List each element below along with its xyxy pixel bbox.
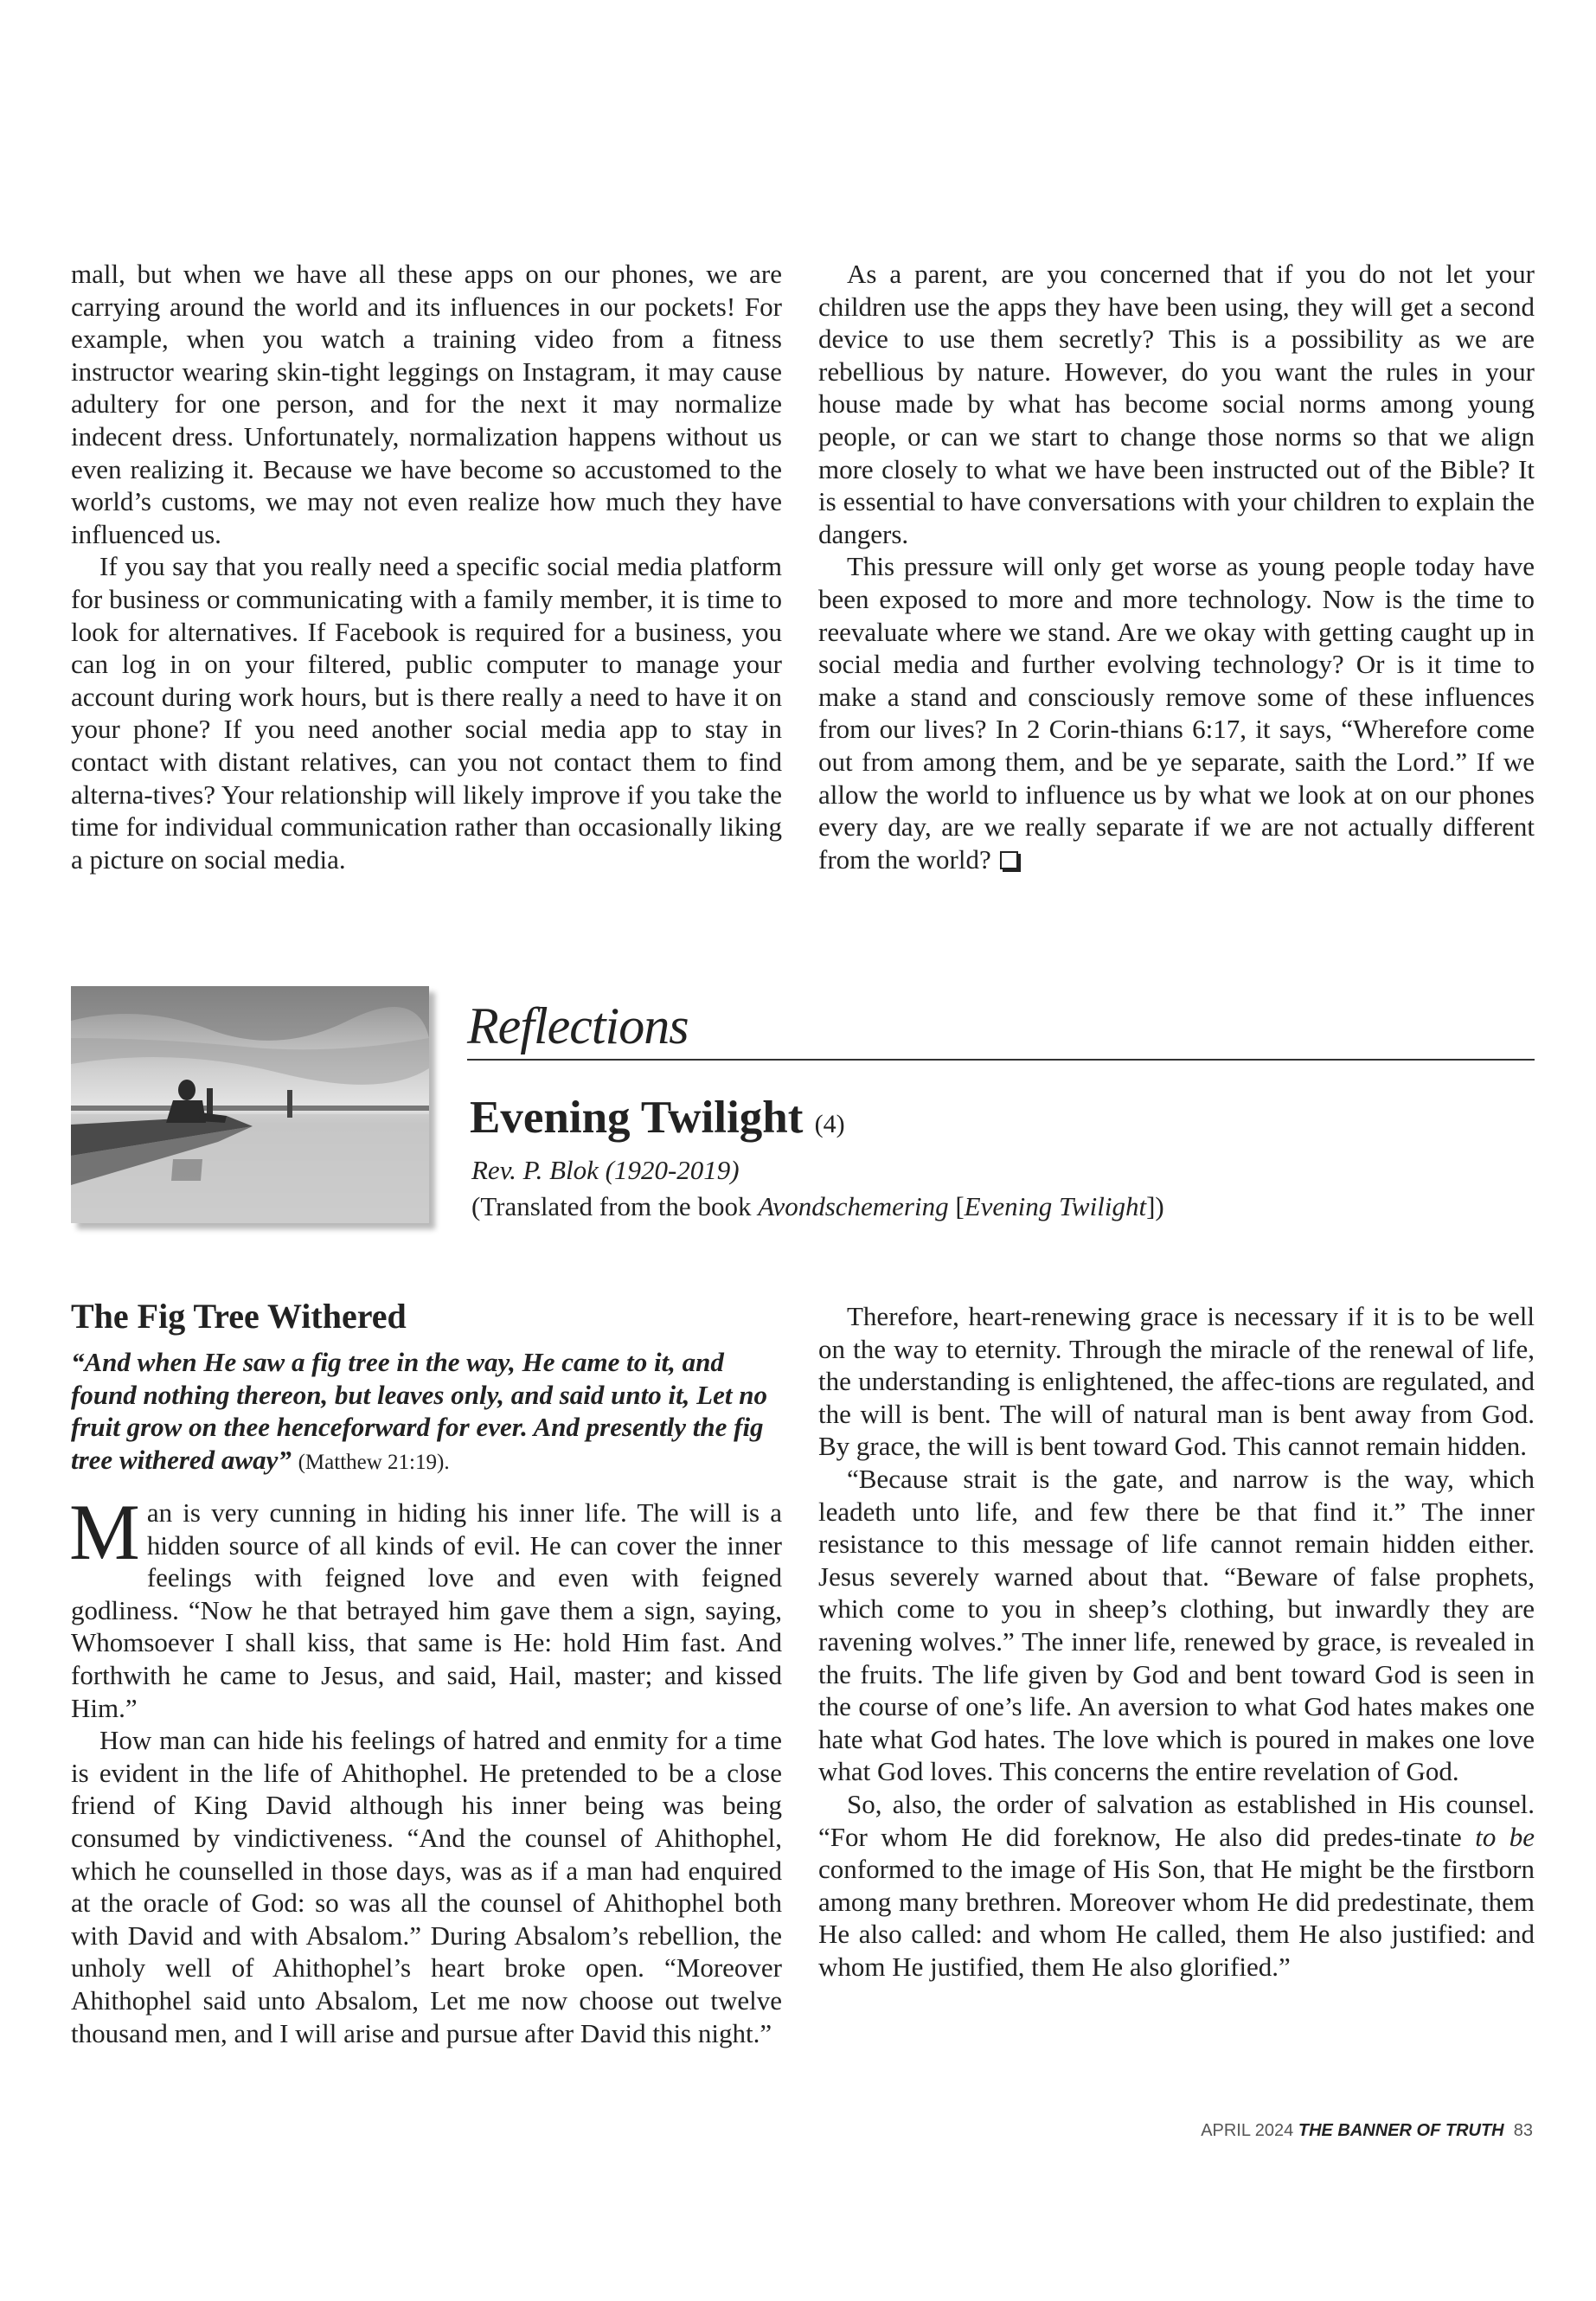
issue-date: APRIL 2024: [1201, 2121, 1294, 2140]
paragraph: How man can hide his feelings of hatred and enmity for a time is evident in the life of Ahithophel. He pretended to be a close friend of King David although his inner being was being consumed by vindictiveness. “And the counsel of Ahithophel, which he counselled in those days, was as if a man had enquired at the oracle of God: so was all the counsel of Ahithophel both with David and with Absalom.” During Absalom’s rebellion, the unholy well of Ahithophel’s heart broke open. “Moreover Ahithophel said unto Absalom, Let me now choose out twelve thousand men, and I will arise and pursue after David this night.”: [71, 1725, 782, 2048]
author-byline: Rev. P. Blok (1920-2019): [471, 1155, 740, 1185]
top-left-column: [71, 258, 782, 875]
paragraph-text: an is very cunning in hiding his inner life. The will is a hidden source of all kinds of evil. He can cover the inner feelings with feigned love and even with feigned godliness. “Now he that betrayed him gave them a sign, saying, Whomsoever I shall kiss, that same is He: hold Him fast. And forthwith he came to Jesus, and said, Hail, master; and kissed Him.”: [71, 1497, 782, 1723]
paragraph: [818, 1788, 1535, 1984]
paragraph: If you say that you really need a specific social media platform for business or communicating with a family member, it is time to look for alternatives. If Facebook is required for a business, you can log in on your filtered, public computer to manage your account during work hours, but is there really a need to have it on your phone? If you need another social media app to stay in contact with distant relatives, can you not contact them to find alterna-tives? Your relationship will likely improve if you take the time for individual communication rather than occasionally liking a picture on social media.: [71, 551, 782, 875]
page-footer: [1187, 2121, 1533, 2141]
epigraph-quote: “And when He saw a fig tree in the way, He came to it, and found nothing thereon, but leaves only, and said unto it, Let no fruit grow on thee henceforward for ever. And presently the fig tree withered away”: [71, 1347, 767, 1475]
translation-note: [471, 1191, 1164, 1222]
book-title: Avondschemering: [758, 1191, 949, 1221]
paragraph-text: This pressure will only get worse as young people today have been exposed to more and more technology. Now is the time to reevaluate where we stand. Are we okay with getting caught up in social media and further evolving technology? Or is it time to make a stand and consciously remove some of these influences from our lives? In 2 Corin-thians 6:17, it says, “Wherefore come out from among them, and be ye separate, saith the Lord.” If we allow the world to influence us by what we look at on our phones every day, are we really separate if we are not actually different from the world?: [818, 551, 1535, 875]
bracket-close: ]): [1146, 1191, 1164, 1221]
book-title-english: Evening Twilight: [964, 1191, 1147, 1221]
paragraph-text: conformed to the image of His Son, that He might be the firstborn among many brethren. Moreover whom He did predestinate, them He also called: and whom He called, them He also justified: and whom He justified, them He also glorified.”: [818, 1854, 1535, 1982]
paragraph: [69, 1488, 782, 1724]
article-title: [470, 1092, 845, 1144]
paragraph: As a parent, are you concerned that if you do not let your children use the apps they have been using, they will get a second device to use them secretly? This is a possibility as we are rebellious by nature. However, do you want the rules in your house made by what has become social norms among young people, or can we start to change those norms so that we align more closely to what we have been instructed out of the Bible? It is essential to have conversations with your children to explain the dangers.: [818, 259, 1535, 549]
drop-cap: M: [69, 1488, 140, 1576]
title-divider: [467, 1059, 1535, 1061]
paragraph: “Because strait is the gate, and narrow is the way, which leadeth unto life, and few there be that find it.” The inner resistance to this message of life cannot remain hidden either. Jesus severely warned about that. “Beware of false prophets, which come to you in sheep’s clothing, but inwardly they are ravening wolves.” The inner life, renewed by grace, is revealed in the fruits. The life given by God and bent toward God is seen in the course of one’s life. An aversion to what God hates makes one hate what God hates. The love which is poured in makes one love what God loves. This concerns the entire revelation of God.: [818, 1463, 1535, 1787]
translation-prefix: (Translated from the book: [471, 1191, 759, 1221]
bracket-open: [: [948, 1191, 965, 1221]
magazine-name: THE BANNER OF TRUTH: [1298, 2121, 1504, 2140]
paragraph: Therefore, heart-renewing grace is necessary if it is to be well on the way to eternity. Through the miracle of the renewal of life, the understanding is enlightened, the affec-tions are regulated, and the will is bent. The will of natural man is bent away from God. By grace, the will is bent toward God. This cannot remain hidden.: [818, 1301, 1535, 1462]
paragraph: mall, but when we have all these apps on our phones, we are carrying around the world and its influences in our pockets! For example, when you watch a training video from a fitness instructor wearing skin-tight leggings on Instagram, it may cause adultery for one person, and for the next it may normalize indecent dress. Unfortunately, normalization happens without us even realizing it. Because we have become so accustomed to the world’s customs, we may not even realize how much they have influenced us.: [71, 259, 782, 549]
italic-phrase: to be: [1475, 1821, 1535, 1852]
reflections-photo: [71, 986, 429, 1223]
end-mark-icon: [1000, 851, 1018, 869]
page-number: 83: [1513, 2121, 1533, 2140]
top-right-column: [818, 258, 1535, 875]
paragraph: [818, 550, 1535, 875]
column-title: Reflections: [467, 997, 689, 1054]
man-on-dock-photo: [71, 986, 429, 1223]
paragraph-text: So, also, the order of salvation as established in His counsel. “For whom He did foreknow, He also did predes-tinate: [818, 1788, 1535, 1852]
epigraph-reference: (Matthew 21:19).: [298, 1450, 450, 1474]
article-title-text: Evening Twilight: [470, 1093, 804, 1143]
bottom-right-column: [818, 1300, 1535, 1983]
bottom-left-column: [69, 1488, 782, 2049]
scripture-epigraph: [71, 1346, 782, 1478]
article-part-number: (4): [814, 1110, 845, 1138]
section-heading: The Fig Tree Withered: [71, 1297, 407, 1336]
